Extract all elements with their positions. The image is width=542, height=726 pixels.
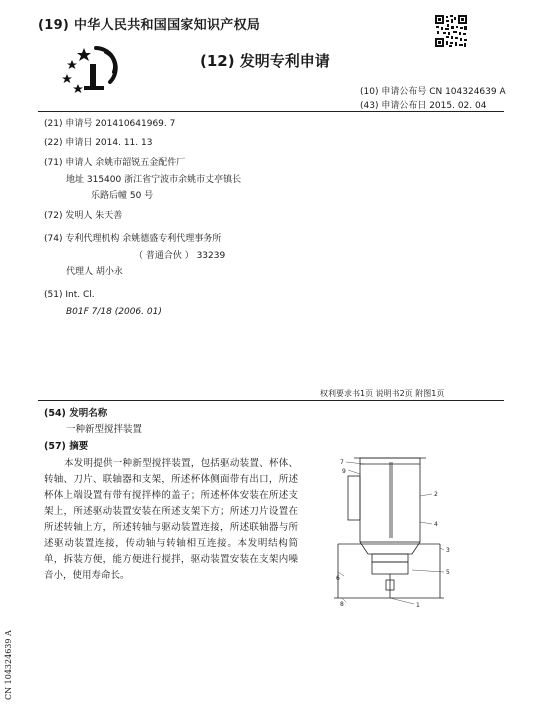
invention-title: 一种新型搅拌装置 bbox=[66, 424, 143, 435]
int-cl-label: (51) Int. Cl. bbox=[44, 290, 95, 300]
qr-code bbox=[434, 14, 468, 48]
document-type: (12) 发明专利申请 bbox=[200, 52, 330, 70]
abstract-text: 本发明提供一种新型搅拌装置，包括驱动装置、杯体、转轴、刀片、联轴器和支架，所述杯体侧面带有出口，所述杯体上端设置有带有搅拌棒的盖子；所述杯体安装在所述支架上，所述驱动装置安装在所述支架下方；所述刀片设置在所述转轴上方，所述转轴与驱动装置连接，所述联轴器与所述驱动装置连接，传动轴与转轴相互连接。本发明结构简单，拆装方便，能方便进行搅拌，驱动装置安装在支架内噪音小，使用寿命长。 bbox=[44, 458, 298, 581]
fig-label-8: 8 bbox=[340, 601, 344, 608]
application-date: (22) 申请日 2014. 11. 13 bbox=[44, 138, 153, 148]
applicant: (71) 申请人 余姚市韶锐五金配件厂 bbox=[44, 158, 186, 168]
fig-label-4: 4 bbox=[434, 521, 438, 528]
side-publication-number: CN 104324639 A bbox=[4, 630, 13, 700]
office-emblem-logo bbox=[60, 42, 126, 94]
patent-agency-code: （ 普通合伙 ） 33239 bbox=[134, 251, 226, 261]
abstract-label: (57) 摘要 bbox=[44, 441, 89, 452]
fig-label-6: 6 bbox=[336, 575, 340, 582]
inventor: (72) 发明人 朱天善 bbox=[44, 211, 123, 221]
page-count-note: 权利要求书1页 说明书2页 附图1页 bbox=[320, 389, 445, 398]
fig-label-5: 5 bbox=[446, 569, 450, 576]
agent: 代理人 胡小永 bbox=[66, 267, 123, 277]
address-line-1: 地址 315400 浙江省宁波市余姚市丈亭镇长 bbox=[66, 175, 242, 185]
patent-agency: (74) 专利代理机构 余姚德盛专利代理事务所 bbox=[44, 234, 222, 244]
fig-label-3: 3 bbox=[446, 547, 450, 554]
header-divider bbox=[38, 111, 504, 112]
office-name: (19) 中华人民共和国国家知识产权局 bbox=[38, 18, 261, 33]
fig-label-7: 7 bbox=[340, 459, 344, 466]
fig-label-1: 1 bbox=[416, 602, 420, 609]
publication-number: (10) 申请公布号 CN 104324639 A bbox=[360, 87, 506, 97]
address-line-2: 乐路后幢 50 号 bbox=[91, 191, 154, 201]
title-label: (54) 发明名称 bbox=[44, 408, 108, 419]
section-divider bbox=[38, 400, 504, 401]
abstract-figure bbox=[328, 452, 488, 614]
ipc-classification: B01F 7/18 (2006. 01) bbox=[66, 307, 162, 317]
fig-label-2: 2 bbox=[434, 491, 438, 498]
publication-date: (43) 申请公布日 2015. 02. 04 bbox=[360, 101, 487, 111]
application-number: (21) 申请号 201410641969. 7 bbox=[44, 119, 176, 129]
fig-label-9: 9 bbox=[342, 468, 346, 475]
